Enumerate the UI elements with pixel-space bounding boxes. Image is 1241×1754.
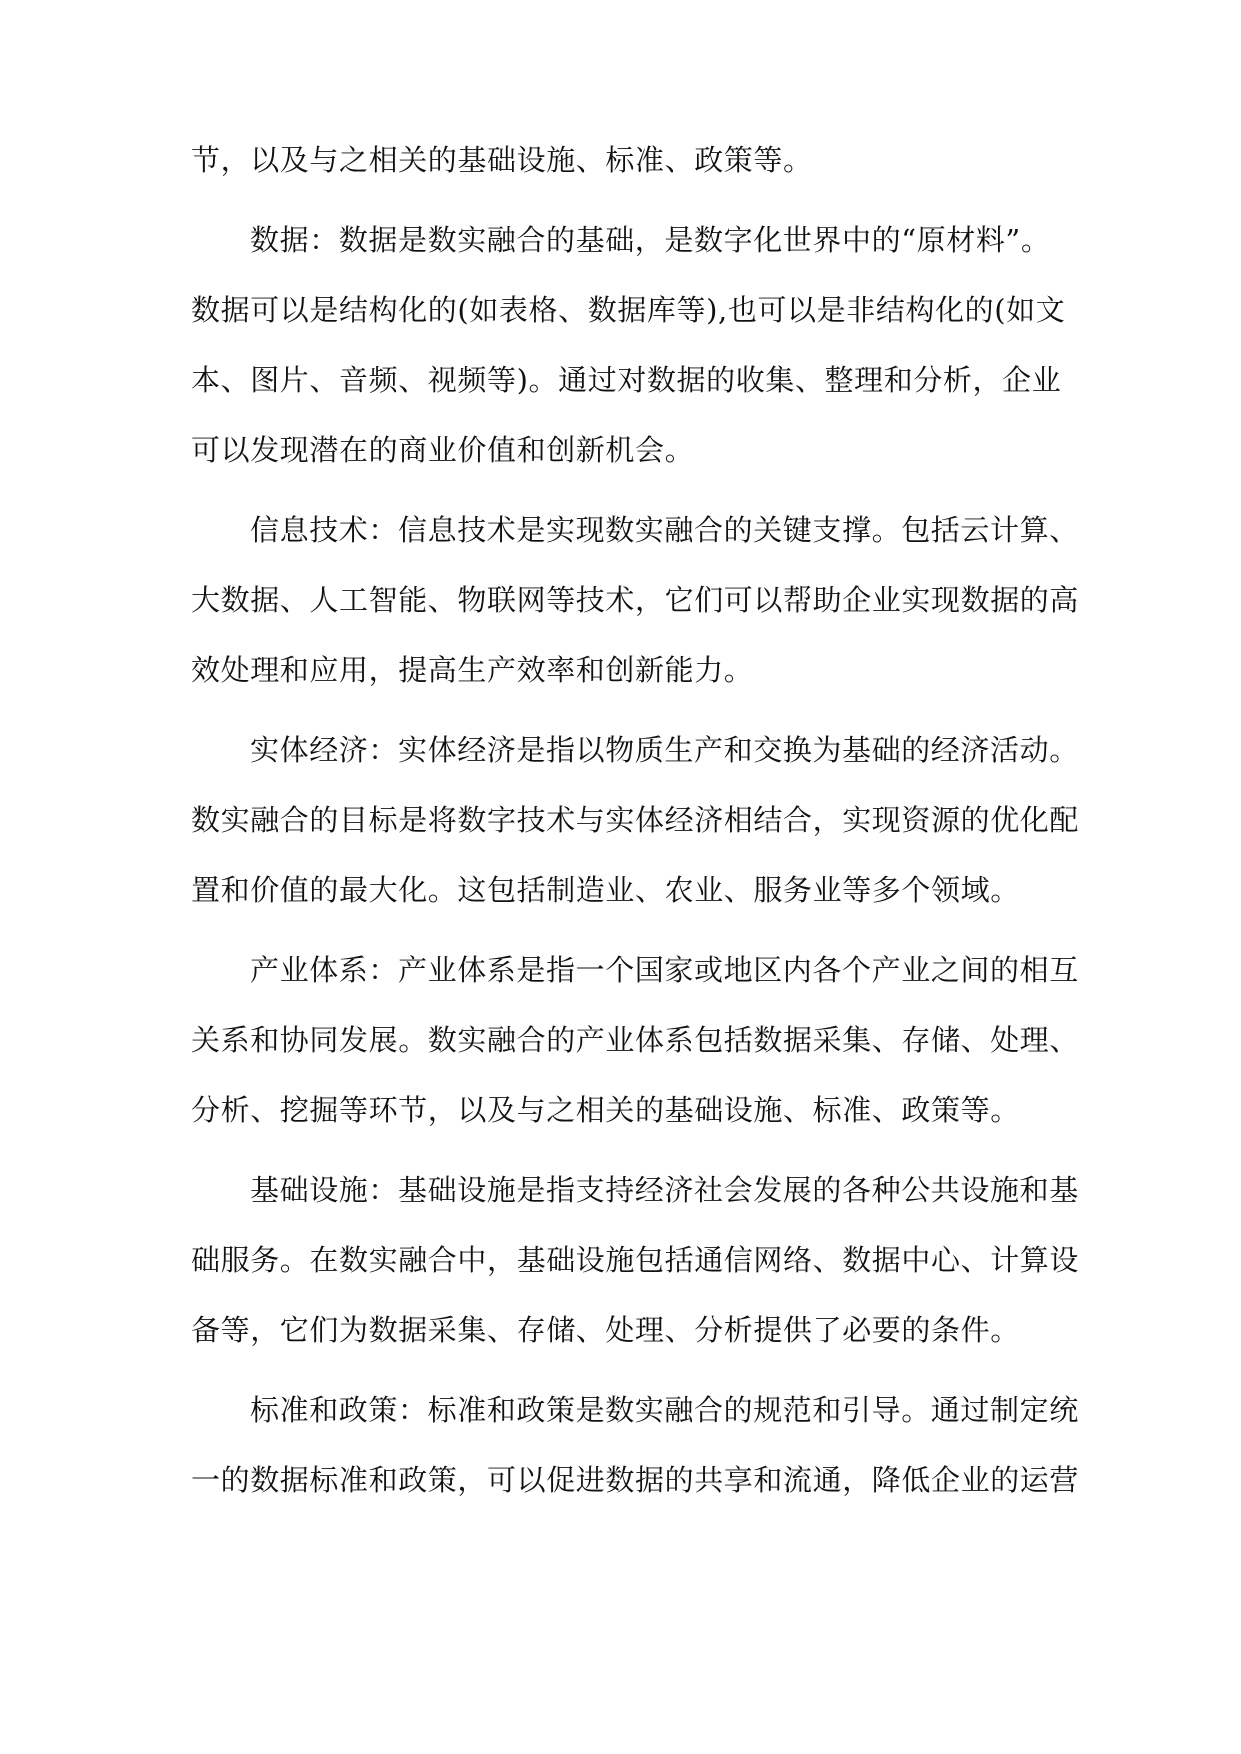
text-line: 一的数据标准和政策，可以促进数据的共享和流通，降低企业的运营: [191, 1463, 1080, 1497]
text-line: 置和价值的最大化。这包括制造业、农业、服务业等多个领域。: [191, 873, 1020, 907]
text-line: 备等，它们为数据采集、存储、处理、分析提供了必要的条件。: [191, 1313, 1020, 1347]
text-line: 分析、挖掘等环节，以及与之相关的基础设施、标准、政策等。: [191, 1093, 1020, 1127]
text-line: 基础设施：基础设施是指支持经济社会发展的各种公共设施和基: [250, 1173, 1079, 1207]
text-line: 标准和政策：标准和政策是数实融合的规范和引导。通过制定统: [250, 1393, 1079, 1427]
text-line: 产业体系：产业体系是指一个国家或地区内各个产业之间的相互: [250, 953, 1079, 987]
text-line: 效处理和应用，提高生产效率和创新能力。: [191, 653, 754, 687]
text-line: 节，以及与之相关的基础设施、标准、政策等。: [191, 143, 813, 177]
text-line: 数实融合的目标是将数字技术与实体经济相结合，实现资源的优化配: [191, 803, 1080, 837]
text-line: 可以发现潜在的商业价值和创新机会。: [191, 433, 695, 467]
text-line: 大数据、人工智能、物联网等技术，它们可以帮助企业实现数据的高: [191, 583, 1080, 617]
text-line: 信息技术：信息技术是实现数实融合的关键支撑。包括云计算、: [250, 513, 1079, 547]
text-line: 关系和协同发展。数实融合的产业体系包括数据采集、存储、处理、: [191, 1023, 1080, 1057]
text-line: 本、图片、音频、视频等)。通过对数据的收集、整理和分析，企业: [191, 363, 1062, 397]
text-line: 数据可以是结构化的(如表格、数据库等),也可以是非结构化的(如文: [191, 293, 1066, 327]
text-line: 础服务。在数实融合中，基础设施包括通信网络、数据中心、计算设: [191, 1243, 1080, 1277]
text-line: 实体经济：实体经济是指以物质生产和交换为基础的经济活动。: [250, 733, 1079, 767]
text-line: 数据：数据是数实融合的基础，是数字化世界中的“原材料”。: [250, 223, 1051, 257]
